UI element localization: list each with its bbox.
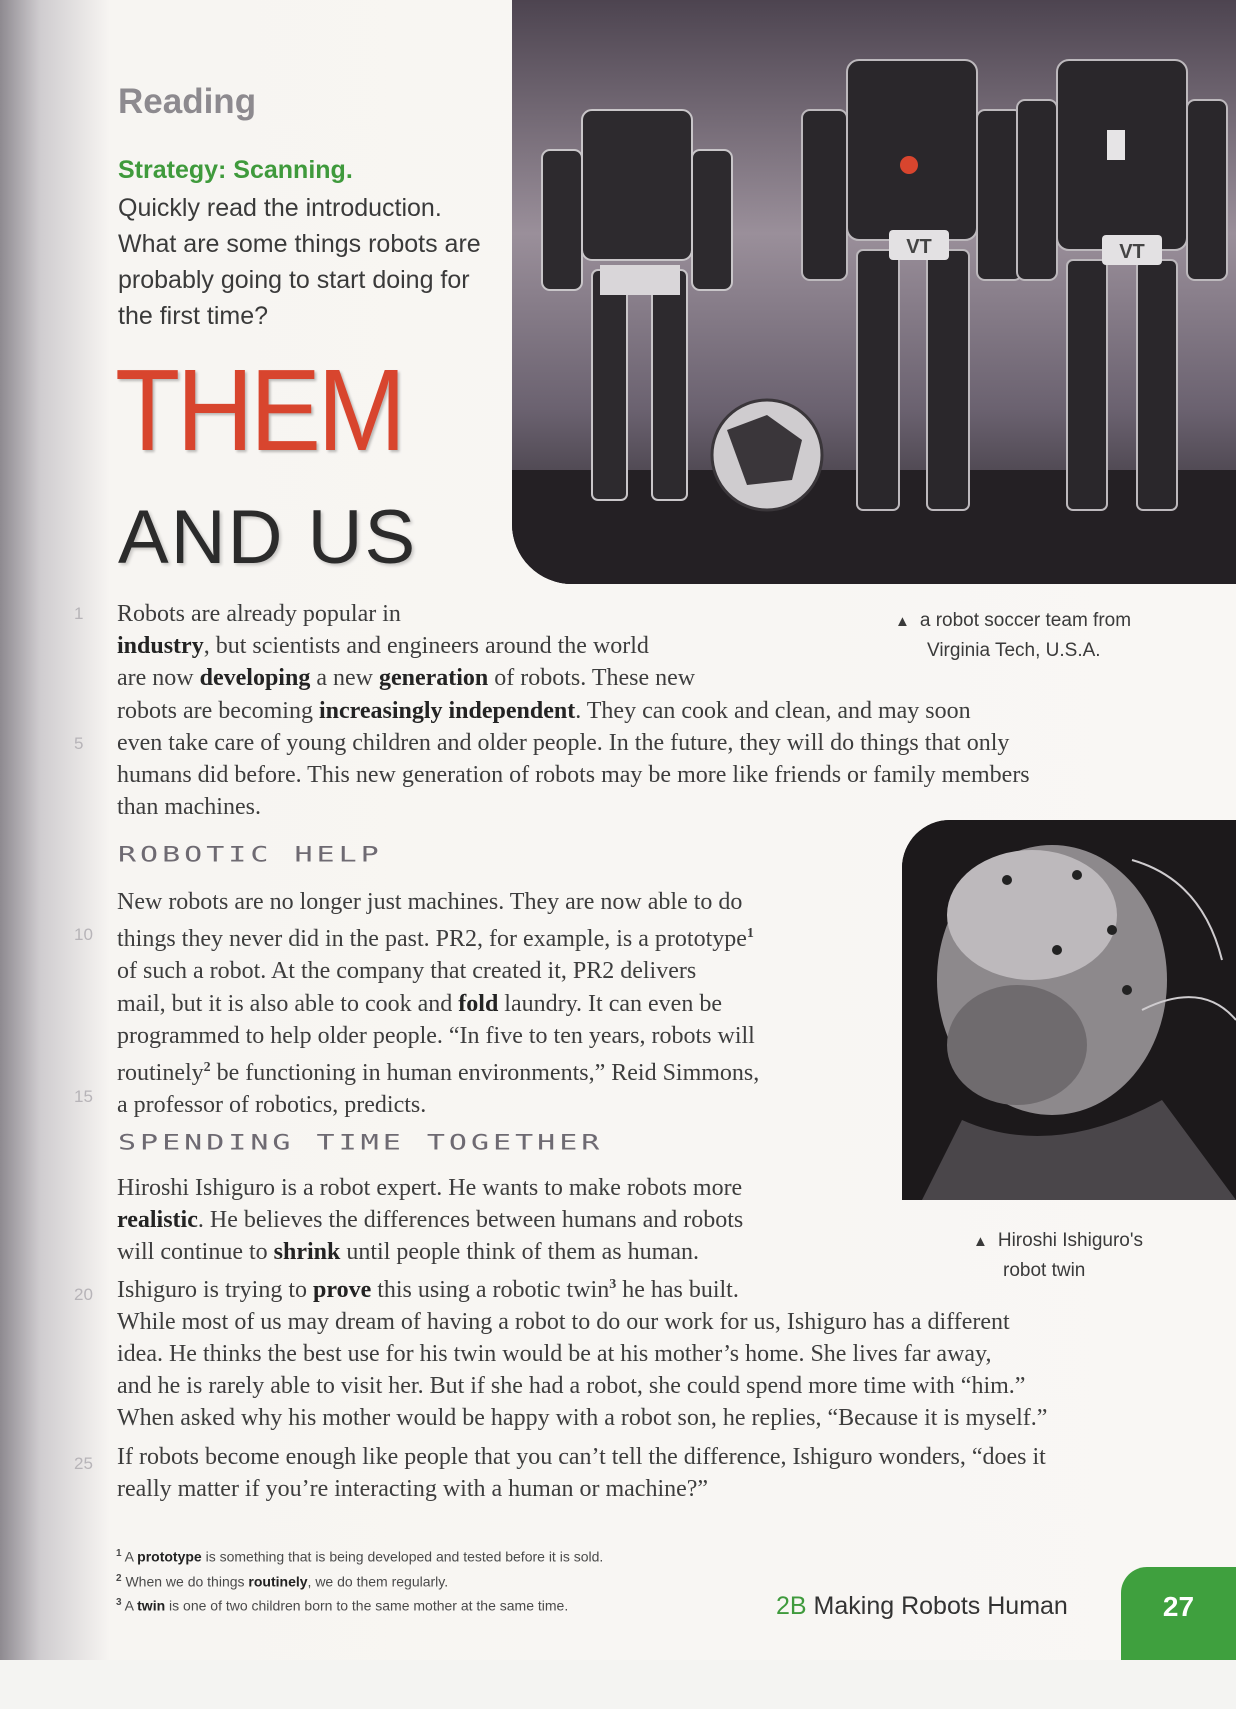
text-span: until people think of them as human. — [340, 1239, 699, 1266]
page-number: 27 — [1162, 1591, 1195, 1622]
text-span: are now — [117, 665, 200, 692]
unit-code: 2B — [776, 1592, 807, 1620]
strategy-title: Strategy: Scanning. — [118, 156, 353, 184]
footnote-number: 2 — [116, 1572, 122, 1584]
text-line: even take care of young children and older people. In the future, they will do things that only — [117, 729, 1010, 756]
text-line — [117, 1204, 1047, 1236]
text-span: robots are becoming — [117, 697, 319, 724]
vocab-term: generation — [378, 665, 489, 692]
article-title-and-us: AND US — [118, 495, 418, 580]
text-line: than machines. — [117, 794, 261, 821]
vocab-term: prove — [313, 1276, 372, 1303]
text-line — [117, 1236, 1047, 1268]
caption-line: a robot soccer team from — [919, 610, 1132, 631]
caption-line: Virginia Tech, U.S.A. — [927, 640, 1101, 661]
page-bottom-margin — [0, 1660, 1236, 1709]
vt-badge-text-2: VT — [1119, 241, 1145, 263]
text-line: a professor of robotics, predicts. — [117, 1092, 427, 1119]
footnote-ref: 3 — [609, 1276, 617, 1292]
footnote-number: 1 — [116, 1548, 122, 1559]
text-line: New robots are no longer just machines. They are now able to do — [117, 889, 743, 915]
section-label-reading: Reading — [118, 82, 257, 121]
robot-twin-illustration — [902, 820, 1236, 1200]
section-heading-spending-time-together: SPENDING TIME TOGETHER — [118, 1130, 604, 1156]
section-heading-robotic-help: ROBOTIC HELP — [118, 842, 383, 868]
text-line — [117, 1052, 759, 1089]
text-line: Robots are already popular in — [117, 601, 401, 627]
text-span: mail, but it is also able to cook and — [117, 990, 459, 1017]
footnote-term: twin — [137, 1597, 166, 1614]
footnote-item — [116, 1592, 603, 1617]
text-line: humans did before. This new generation of robots may be more like friends or family members — [117, 762, 1030, 789]
footnote-item — [116, 1568, 603, 1593]
text-line: When asked why his mother would be happy with a robot son, he replies, “Because it is myself.” — [117, 1405, 1048, 1432]
text-line: and he is rarely able to visit her. But if she had a robot, she could spend more time with “him.” — [117, 1373, 1026, 1400]
text-line — [117, 988, 759, 1020]
triangle-up-icon: ▲ — [973, 1233, 988, 1250]
robotic-help-paragraph — [117, 886, 759, 1121]
text-span: is one of two children born to the same mother at the same time. — [165, 1597, 569, 1614]
vocab-term: increasingly independent — [318, 697, 576, 724]
text-line — [117, 630, 1030, 662]
text-span: , we do them regularly. — [307, 1573, 449, 1590]
text-span: he has built. — [616, 1276, 739, 1303]
footnote-term: routinely — [248, 1573, 308, 1590]
caption-line: Hiroshi Ishiguro's — [997, 1230, 1143, 1251]
text-span: laundry. It can even be — [498, 990, 722, 1017]
text-span: routinely — [117, 1060, 204, 1087]
text-span: A — [121, 1548, 138, 1565]
text-span: When we do things — [121, 1573, 249, 1590]
unit-title: Making Robots Human — [806, 1592, 1068, 1620]
line-number: 5 — [74, 734, 84, 753]
text-span: Ishiguro is trying to — [117, 1276, 313, 1303]
robot-soccer-team-photo — [512, 0, 1236, 584]
text-line: programmed to help older people. “In five to ten years, robots will — [117, 1022, 755, 1049]
line-number: 15 — [74, 1087, 93, 1106]
text-span: is something that is being developed and tested before it is sold. — [201, 1548, 604, 1565]
vocab-term: industry — [117, 633, 204, 660]
text-line — [117, 662, 1030, 694]
unit-footer-title — [776, 1592, 1068, 1621]
footnote-ref: 2 — [203, 1060, 211, 1076]
article-title-them: THEM — [115, 345, 403, 475]
text-line: If robots become enough like people that you can’t tell the difference, Ishiguro wonders, “does it — [117, 1443, 1046, 1470]
footnotes — [116, 1543, 603, 1617]
vocab-term: realistic — [117, 1207, 198, 1234]
text-span: things they never did in the past. PR2, for example, is a prototype — [117, 926, 747, 953]
text-span: . He believes the differences between humans and robots — [197, 1207, 744, 1234]
page-number-tab — [1121, 1567, 1236, 1660]
caption-line: robot twin — [1003, 1260, 1086, 1281]
line-number: 10 — [74, 925, 93, 944]
text-line: While most of us may dream of having a robot to do our work for us, Ishiguro has a different — [117, 1308, 1010, 1335]
text-line — [117, 1269, 1047, 1306]
text-line: idea. He thinks the best use for his twin would be at his mother’s home. She lives far away, — [117, 1341, 992, 1368]
line-number: 20 — [74, 1285, 93, 1304]
strategy-text: Quickly read the introduction. What are some things robots are probably going to start doing for the first time? — [118, 194, 481, 330]
text-line: really matter if you’re interacting with a human or machine?” — [117, 1475, 709, 1502]
footnote-item — [116, 1543, 603, 1568]
text-span: a new — [310, 665, 379, 692]
text-span: A — [121, 1597, 138, 1614]
vt-badge-text: VT — [906, 236, 932, 258]
text-span: . They can cook and clean, and may soon — [575, 697, 971, 724]
text-line: of such a robot. At the company that created it, PR2 delivers — [117, 958, 697, 985]
line-number: 1 — [74, 604, 84, 623]
footnote-term: prototype — [137, 1548, 202, 1565]
vocab-term: developing — [199, 665, 311, 692]
text-span: be functioning in human environments,” Reid Simmons, — [210, 1060, 760, 1087]
robot-twin-photo — [902, 820, 1236, 1200]
text-span: will continue to — [117, 1239, 274, 1266]
footnote-ref: 1 — [746, 926, 754, 942]
text-span: , but scientists and engineers around the world — [203, 633, 649, 660]
text-span: this using a robotic twin — [371, 1276, 610, 1303]
text-line — [117, 695, 1030, 727]
footnote-number: 3 — [116, 1597, 122, 1609]
triangle-up-icon: ▲ — [895, 613, 910, 630]
vocab-term: fold — [458, 990, 499, 1017]
text-line: Hiroshi Ishiguro is a robot expert. He wants to make robots more — [117, 1175, 743, 1201]
text-line — [117, 918, 759, 955]
vocab-term: shrink — [273, 1239, 341, 1266]
intro-paragraph — [117, 598, 1030, 823]
text-span: of robots. These new — [488, 665, 696, 692]
line-number: 25 — [74, 1454, 93, 1473]
spending-time-paragraph — [117, 1172, 1047, 1505]
robot-photo-illustration — [512, 0, 1236, 584]
